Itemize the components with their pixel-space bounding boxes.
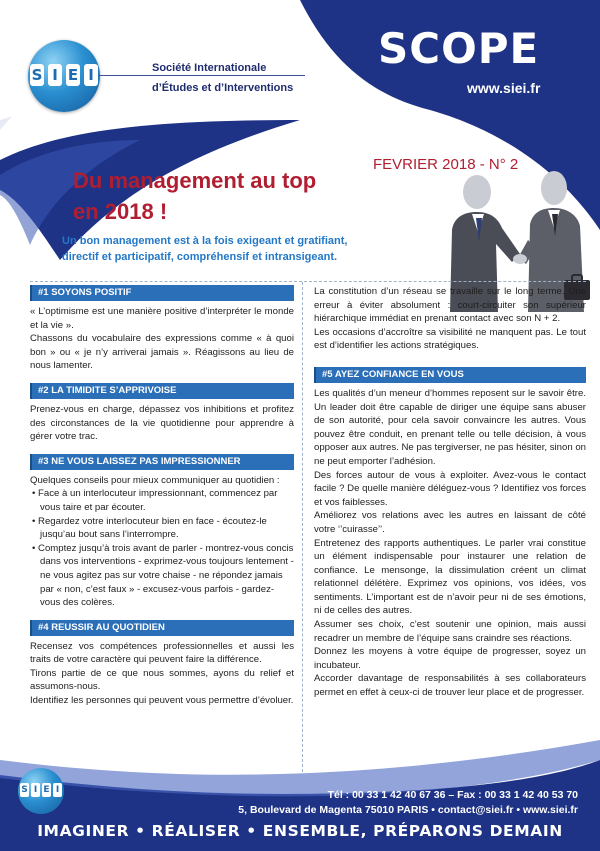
paragraph: Des forces autour de vous à exploiter. Avez-vous le contact facile ? De quelle manière déléguez-vous ? Identifiez vos forces et vos faiblesses. — [314, 469, 586, 508]
footer-logo-letters — [18, 783, 64, 799]
paragraph: Prenez-vous en charge, dépassez vos inhibitions et profitez des circonstances de la vie quotidienne pour apprendre à gérer votre trac. — [30, 403, 294, 443]
footer-phone-fax: Tél : 00 33 1 42 40 67 36 – Fax : 00 33 1 42 40 53 70 — [327, 789, 578, 801]
headline — [73, 165, 316, 227]
logo-letter: E — [43, 785, 50, 795]
section-body-4 — [30, 640, 294, 708]
paragraph: Recensez vos compétences professionnelles et aussi les traits de votre caractère qui peuvent faire la différence. — [30, 640, 294, 666]
paragraph: Quelques conseils pour mieux communiquer au quotidien : — [30, 474, 280, 486]
paragraph: Accorder davantage de responsabilités à ses collaborateurs permet en effet à ceux-ci de trouver leur place et de progresser. — [314, 673, 586, 699]
section-body-2 — [30, 403, 294, 444]
right-column — [314, 285, 586, 700]
logo-letter: I — [53, 783, 62, 797]
paragraph: Les occasions d’accroître sa visibilité ne manquent pas. Le tout est d’identifier les actions stratégiques. — [314, 326, 586, 352]
left-column — [30, 285, 294, 708]
section-header-4: #4 REUSSIR AU QUOTIDIEN — [30, 620, 294, 636]
org-name-line2: d’Études et d’Interventions — [152, 82, 294, 94]
paragraph: Entretenez des rapports authentiques. Le parler vrai constitue un élément indispensable pour instaurer une relation de confiance. Le mensonge, la dissimulation créent un climat relationnel délétère. Exprimez vos opinions, vos idées, vos sentiments. L’important est de n’avoir peur ni de ses émotions, ni de celles des autres. — [314, 537, 586, 617]
paragraph: Améliorez vos relations avec les autres en laissant de côté votre ‘’cuirasse’’. — [314, 510, 586, 535]
org-divider — [100, 75, 305, 76]
intro-text: Un bon management est à la fois exigeant et gratifiant, directif et participatif, compréhensif et intransigeant. — [62, 235, 348, 263]
headline-line1: Du management au top — [73, 168, 317, 193]
section-header-5: #5 AYEZ CONFIANCE EN VOUS — [314, 367, 586, 383]
logo-letter: I — [84, 64, 98, 86]
logo-letter: S — [31, 66, 43, 84]
tips-list — [30, 487, 294, 609]
headline-line2: en 2018 ! — [73, 199, 168, 224]
column-top-rule — [30, 281, 586, 282]
website-link[interactable]: www.siei.fr — [467, 80, 541, 96]
paragraph: Chassons du vocabulaire des expressions comme « à quoi bon » ou « je n’y arriverai jamais ». Réagissons au lieu de nous lamenter. — [30, 333, 294, 372]
org-name-line1: Société Internationale — [152, 62, 267, 74]
column-divider — [302, 282, 303, 772]
paragraph: Les qualités d’un meneur d’hommes reposent sur le savoir être. Un leader doit être capable de diriger une équipe sans abuser de son autorité, pour cela savoir convaincre les autres. Vous pouvez être conduit, en prenant telle ou telle décision, à vous opposer aux autres. Ne pas tergiverser, ne pas hésiter, sinon on ne peut emporter l’adhésion. — [314, 387, 586, 467]
list-item: • Comptez jusqu’à trois avant de parler - montrez-vous concis dans vos interventions - exprimez-vous toujours lentement - ne vous agitez pas sur votre chaise - ne répondez jamais par « non, c’est faux » - excusez-vous parfois - gardez-vous des colères. — [30, 542, 294, 610]
logo-letter: S — [21, 785, 28, 795]
section-body-continued — [314, 285, 586, 353]
paragraph: « L’optimisme est une manière positive d’interpréter le monde et la vie ». — [30, 306, 294, 331]
paragraph: Assumer ses choix, c’est soutenir une opinion, mais aussi recadrer un membre de l’équipe sans craindre ses réactions. — [314, 619, 586, 644]
section-body-1 — [30, 305, 294, 373]
section-header-2: #2 LA TIMIDITE S’APPRIVOISE — [30, 383, 294, 399]
list-item: • Face à un interlocuteur impressionnant, commencez par vous taire et par écouter. — [30, 487, 294, 514]
logo-letter: I — [31, 783, 40, 797]
logo-letter: E — [67, 66, 79, 84]
section-header-3: #3 NE VOUS LAISSEZ PAS IMPRESSIONNER — [30, 454, 294, 470]
list-item: • Regardez votre interlocuteur bien en face - écoutez-le jusqu’au bout sans l’interrompre. — [30, 515, 294, 542]
publication-title: SCOPE — [378, 24, 540, 73]
footer-address[interactable]: 5, Boulevard de Magenta 75010 PARIS • contact@siei.fr • www.siei.fr — [238, 804, 578, 816]
issue-date: FEVRIER 2018 - N° 2 — [373, 156, 519, 173]
footer-slogan: IMAGINER • RÉALISER • ENSEMBLE, PRÉPARONS DEMAIN — [37, 822, 563, 840]
paragraph: Tirons partie de ce que nous sommes, ayons du relief et assumons-nous. — [30, 667, 294, 693]
section-header-1: #1 SOYONS POSITIF — [30, 285, 294, 301]
paragraph: Donnez les moyens à votre équipe de progresser, soyez un incubateur. — [314, 646, 586, 671]
section-body-5 — [314, 387, 586, 700]
section-body-3 — [30, 474, 294, 610]
paragraph: Identifiez les personnes qui peuvent vous permettre d’évoluer. — [30, 695, 294, 707]
siei-logo-letters — [28, 62, 100, 88]
logo-letter: I — [48, 64, 62, 86]
paragraph: La constitution d’un réseau se travaille sur le long terme. Une erreur à éviter absolument : court-circuiter son supérieur hiérarchique immédiat en prenant contact avec son N + 2. — [314, 286, 586, 325]
